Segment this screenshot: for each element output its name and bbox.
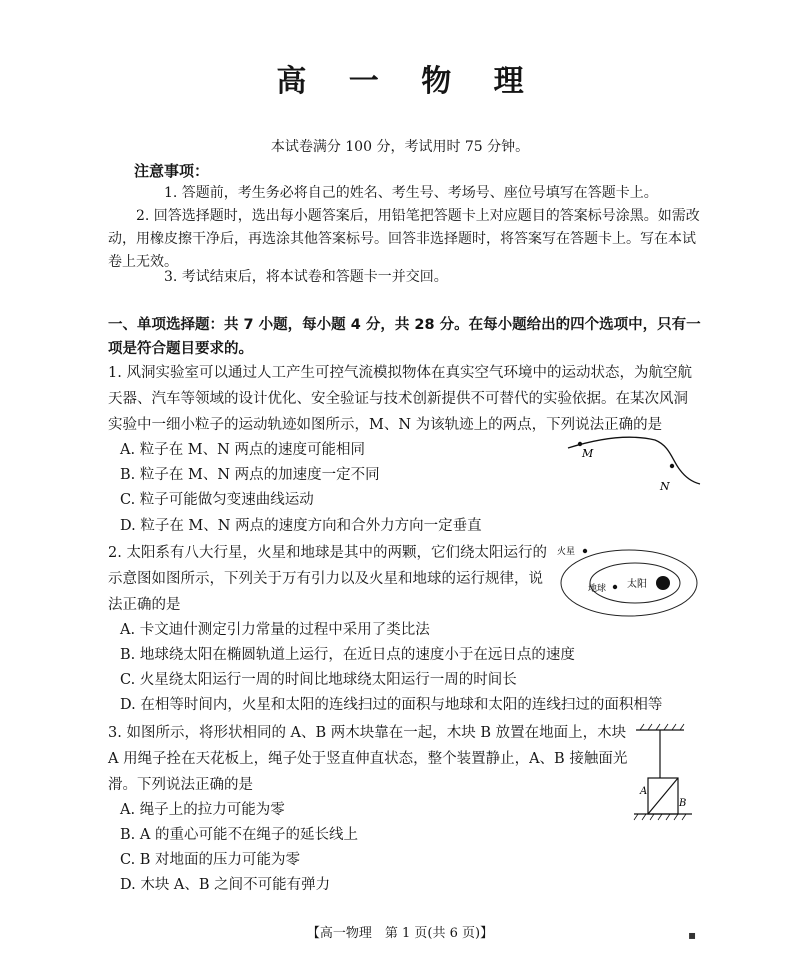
- trajectory-curve: [568, 437, 700, 484]
- label-earth: 地球: [588, 584, 607, 594]
- page-footer: 【高一物理 第 1 页(共 6 页)】: [306, 926, 494, 941]
- page-title: 高 一 物 理: [276, 64, 540, 99]
- notice-item-3: 3. 考试结束后，将本试卷和答题卡一并交回。: [164, 269, 448, 285]
- q2-option-a: A. 卡文迪什测定引力常量的过程中采用了类比法: [120, 622, 430, 638]
- notice-item-1: 1. 答题前，考生务必将自己的姓名、考生号、考场号、座位号填写在答题卡上。: [164, 185, 658, 201]
- q2-solar-orbit-figure: [555, 540, 705, 620]
- q3-blocks-figure: [630, 722, 700, 832]
- q2-option-b: B. 地球绕太阳在椭圆轨道上运行，在近日点的速度小于在远日点的速度: [120, 647, 575, 663]
- question-2-stem: 2. 太阳系有八大行星，火星和地球是其中的两颗，它们绕太阳运行的示意图如图所示，下列关于万有引力以及火星和地球的运行规律，说法正确的是: [108, 545, 547, 613]
- q1-option-d: D. 粒子在 M、N 两点的速度方向和合外力方向一定垂直: [120, 518, 482, 534]
- label-n: N: [660, 480, 670, 493]
- point-m: [578, 442, 582, 446]
- label-sun: 太阳: [627, 579, 647, 590]
- label-m: M: [582, 447, 594, 460]
- notice-heading: 注意事项：: [134, 162, 210, 180]
- q1-option-c: C. 粒子可能做匀变速曲线运动: [120, 492, 314, 508]
- label-block-b: B: [679, 798, 687, 809]
- section-heading: 一、单项选择题：共 7 小题，每小题 4 分，共 28 分。在每小题给出的四个选项中，只有一项是符合题目要求的。: [108, 317, 701, 357]
- q3-option-d: D. 木块 A、B 之间不可能有弹力: [120, 877, 331, 893]
- earth-icon: [613, 585, 617, 589]
- point-n: [670, 464, 674, 468]
- exam-info: 本试卷满分 100 分，考试用时 75 分钟。: [270, 139, 530, 155]
- label-block-a: A: [640, 786, 648, 797]
- q1-trajectory-figure: [560, 430, 710, 500]
- q1-option-b: B. 粒子在 M、N 两点的加速度一定不同: [120, 467, 380, 483]
- q1-option-a: A. 粒子在 M、N 两点的速度可能相同: [120, 442, 365, 458]
- q3-option-c: C. B 对地面的压力可能为零: [120, 852, 301, 868]
- contact-surface: [648, 778, 678, 814]
- corner-mark: ▪: [688, 928, 697, 942]
- q3-option-b: B. A 的重心可能不在绳子的延长线上: [120, 827, 358, 843]
- q3-option-a: A. 绳子上的拉力可能为零: [120, 802, 285, 818]
- ceiling-hatch: [640, 724, 684, 730]
- notice-item-2: 2. 回答选择题时，选出每小题答案后，用铅笔把答题卡上对应题目的答案标号涂黑。如需改动，用橡皮擦干净后，再选涂其他答案标号。回答非选择题时，将答案写在答题卡上。写在本试卷上无效。: [108, 208, 700, 270]
- label-mars: 火星: [557, 547, 576, 557]
- q2-option-c: C. 火星绕太阳运行一周的时间比地球绕太阳运行一周的时间长: [120, 672, 517, 688]
- question-1-stem: 1. 风洞实验室可以通过人工产生可控气流模拟物体在真实空气环境中的运动状态，为航空航天器、汽车等领域的设计优化、安全验证与技术创新提供不可替代的实验依据。在某次风洞实验中一细小粒子的运动轨迹如图所示，M、N 为该轨迹上的两点，下列说法正确的是: [108, 365, 692, 433]
- q2-option-d: D. 在相等时间内，火星和太阳的连线扫过的面积与地球和太阳的连线扫过的面积相等: [120, 697, 663, 713]
- ground-hatch: [634, 814, 686, 820]
- question-3-stem: 3. 如图所示，将形状相同的 A、B 两木块靠在一起，木块 B 放置在地面上，木块 A 用绳子拴在天花板上，绳子处于竖直伸直状态，整个装置静止，A、B 接触面光滑。下列说法正确的是: [108, 725, 628, 793]
- mars-icon: [583, 549, 587, 553]
- sun-icon: [656, 576, 670, 590]
